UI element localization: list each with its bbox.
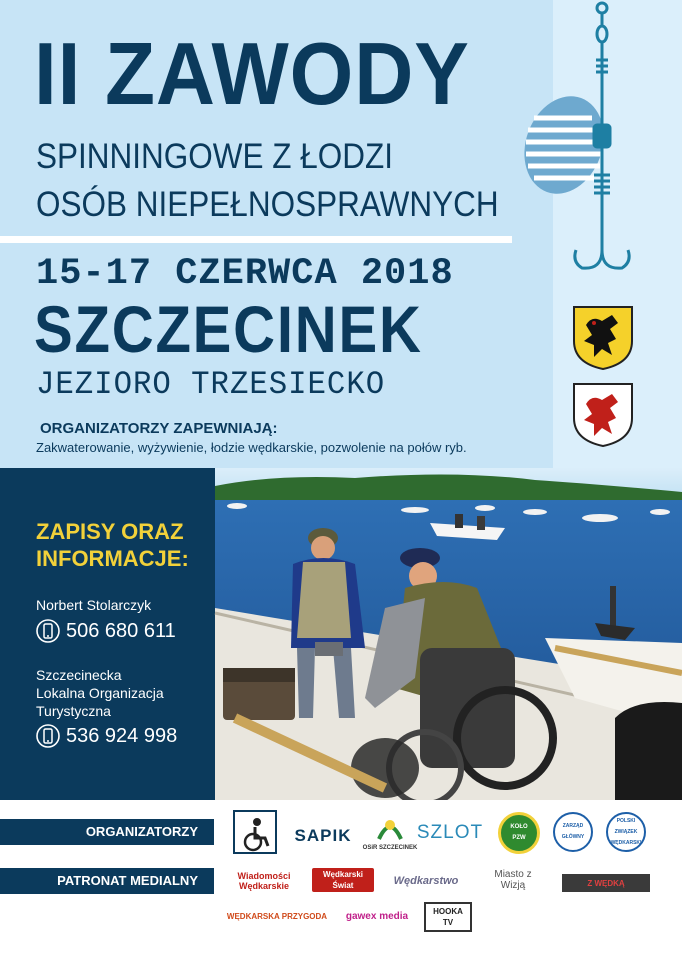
organizer-logo[interactable] (362, 814, 418, 854)
contact-organization-name (36, 666, 206, 720)
media-logo-text: gawex media (345, 910, 409, 922)
phone-icon (36, 724, 60, 748)
media-logo[interactable] (340, 906, 414, 926)
contact-person-name: Norbert Stolarczyk (36, 597, 152, 613)
organizer-logo-text: SZLOT (416, 821, 484, 843)
contact-phone-number: 536 924 998 (66, 725, 178, 747)
media-logo-text: Z WĘDKĄ (587, 878, 625, 888)
organizer-logo[interactable] (232, 810, 278, 854)
event-title: II ZAWODY (34, 24, 470, 123)
contact-heading-line1: ZAPISY ORAZ (36, 519, 184, 544)
media-logo[interactable] (562, 874, 650, 892)
organizer-logo-text: SAPIK (294, 825, 352, 845)
divider (0, 236, 512, 243)
osir-icon (375, 815, 405, 843)
spinner-lure-icon (514, 0, 644, 290)
fishing-boats-photo (215, 468, 682, 800)
event-date: 15-17 CZERWCA 2018 (36, 253, 454, 295)
info-section (0, 468, 682, 800)
media-logo[interactable] (478, 864, 548, 896)
contact-phone-row[interactable] (36, 723, 177, 749)
media-logo-text: Wędkarstwo (393, 874, 459, 887)
organizer-logo-text: OSiR SZCZECINEK (362, 844, 418, 851)
organizer-logo-text: POLSKI ZWIĄZEK WĘDKARSKI (610, 817, 642, 846)
event-subtitle-line2: OSÓB NIEPEŁNOSPRAWNYCH (36, 185, 499, 224)
contact-heading-line2: INFORMACJE: (36, 546, 189, 571)
media-logo[interactable] (230, 868, 298, 894)
event-city: SZCZECINEK (34, 292, 423, 366)
organizer-logo[interactable] (553, 812, 593, 852)
media-logo-text: HOOKA TV (433, 907, 463, 927)
sponsors-section (0, 800, 682, 960)
contact-organization-line2: Lokalna Organizacja (36, 685, 164, 701)
media-logo[interactable] (424, 902, 472, 932)
contact-phone-number: 506 680 611 (66, 620, 176, 642)
media-logo[interactable] (388, 870, 464, 892)
organizers-provide-heading: ORGANIZATORZY ZAPEWNIAJĄ: (40, 420, 278, 437)
contact-heading (36, 518, 206, 572)
media-logo-text: Miasto z Wizją (494, 869, 532, 891)
organizer-logo-text: KOŁO PZW (510, 824, 528, 841)
organizer-logo[interactable] (414, 816, 486, 848)
organizer-logo-text: ZARZĄD GŁÓWNY (561, 823, 585, 840)
disability-icon (233, 810, 277, 854)
media-logo-text: Wędkarski Świat (322, 870, 364, 890)
phone-icon (36, 619, 60, 643)
media-logo[interactable] (312, 868, 374, 892)
contact-organization-line1: Szczecinecka (36, 667, 122, 683)
contact-phone-row[interactable] (36, 618, 176, 644)
organizers-provide-text: Zakwaterowanie, wyżywienie, łodzie wędkarskie, pozwolenie na połów ryb. (36, 440, 467, 455)
media-logo-text: Wiadomości Wędkarskie (237, 871, 291, 891)
contact-organization-line3: Turystyczna (36, 703, 111, 719)
event-subtitle-line1: SPINNINGOWE Z ŁODZI (36, 137, 394, 176)
media-logo[interactable] (228, 904, 326, 928)
media-patronage-label: PATRONAT MEDIALNY (0, 868, 214, 894)
contact-panel (0, 468, 215, 800)
organizer-logo[interactable] (606, 812, 646, 852)
coat-of-arms-region-icon (572, 305, 634, 371)
event-lake: JEZIORO TRZESIECKO (36, 366, 386, 403)
media-logo-text: WĘDKARSKA PRZYGODA (226, 911, 328, 921)
header-section (0, 0, 682, 468)
organizers-label: ORGANIZATORZY (0, 819, 214, 845)
coat-of-arms-city-icon (572, 382, 634, 448)
organizer-logo[interactable] (288, 820, 358, 850)
organizer-logo[interactable] (498, 812, 540, 854)
